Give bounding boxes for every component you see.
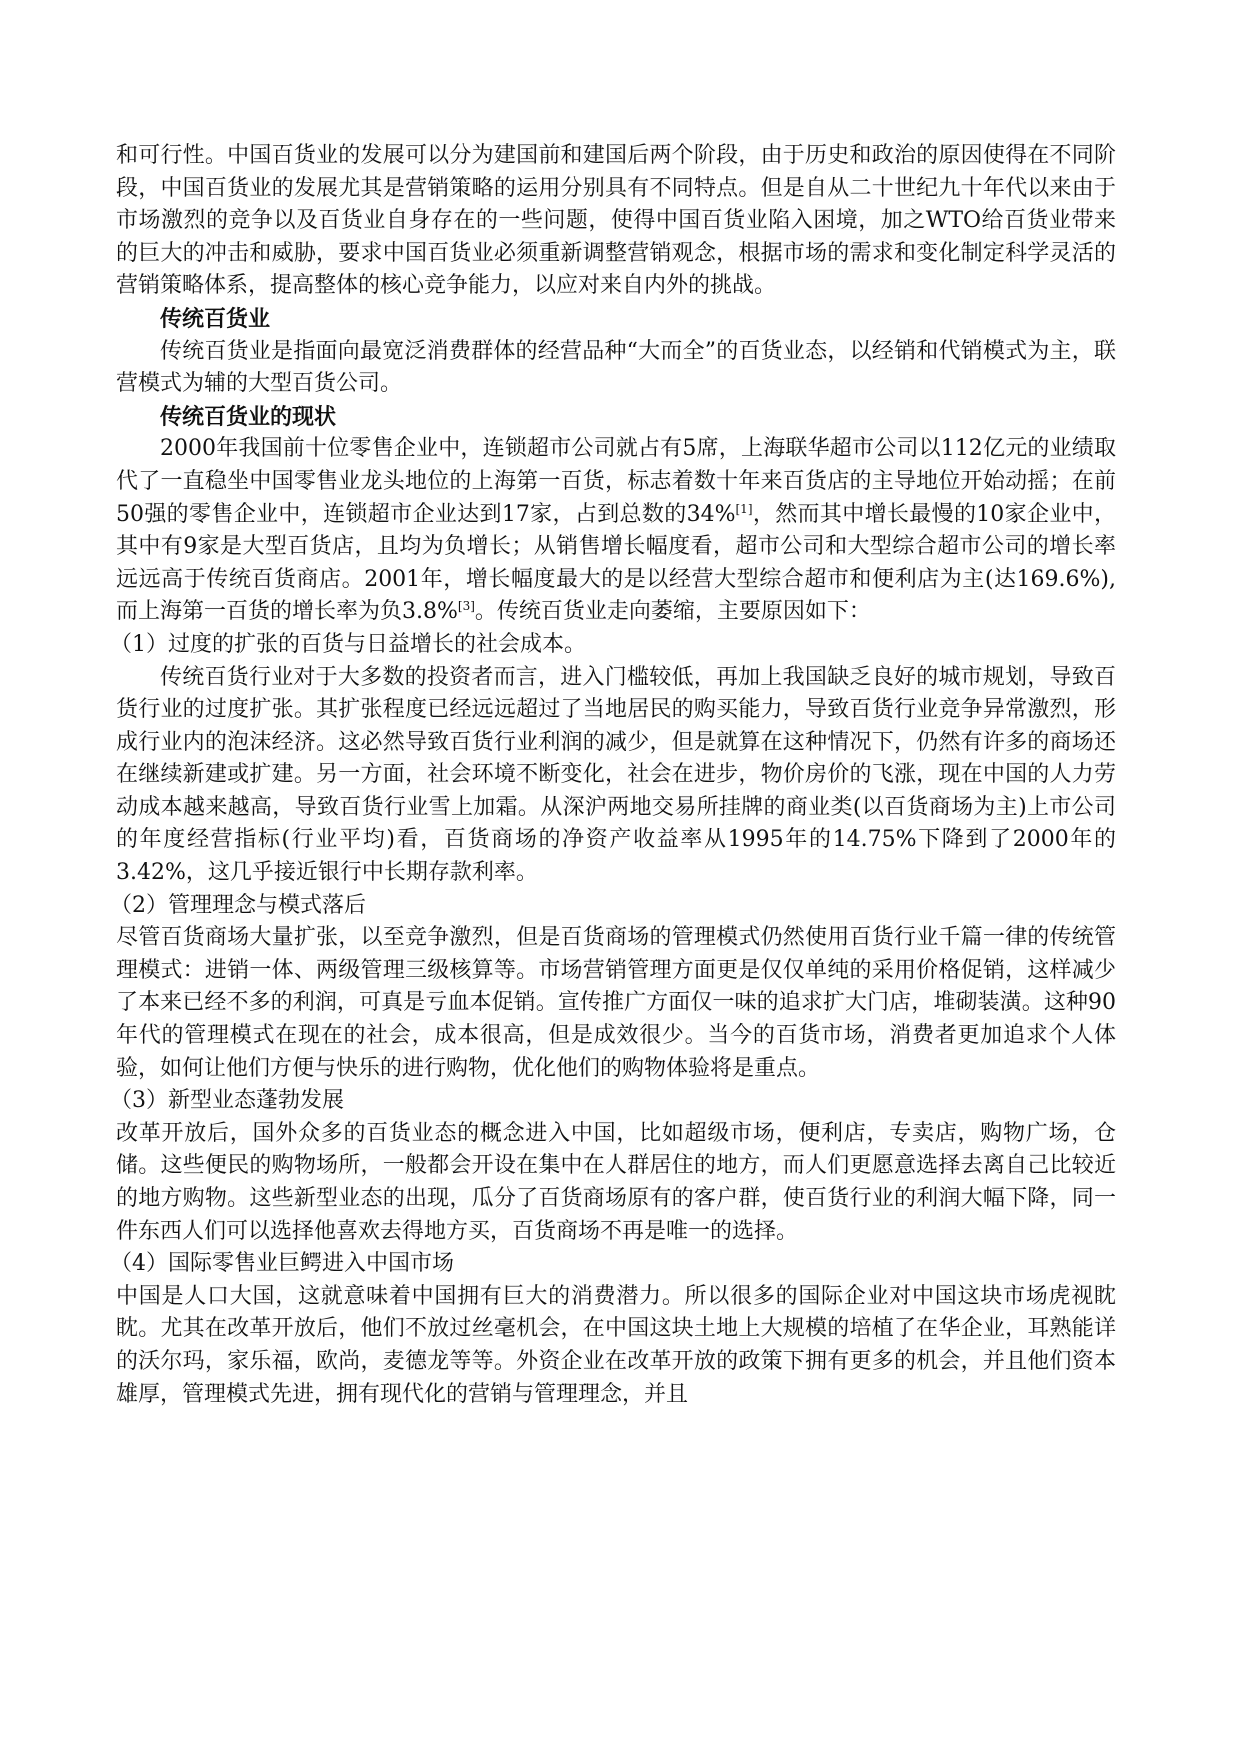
subheading-3: （3）新型业态蓬勃发展 bbox=[110, 1088, 344, 1114]
subheading-1: （1）过度的扩张的百货与日益增长的社会成本。 bbox=[110, 631, 586, 657]
citation-ref-1: [1] bbox=[735, 501, 753, 516]
status-text-c: 。传统百货业走向萎缩，主要原因如下： bbox=[474, 599, 871, 625]
paragraph-management: 尽管百货商场大量扩张，以至竞争激烈，但是百货商场的管理模式仍然使用百货行业千篇一律的传统管理模式：进销一体、两级管理三级核算等。市场营销管理方面更是仅仅单纯的采用价格促销，这样减少了本来已经不多的利润，可真是亏血本促销。宣传推广方面仅一味的追求扩大门店，堆砌装潢。这种90年代的管理模式在现在的社会，成本很高，但是成效很少。当今的百货市场，消费者更加追求个人体验，如何让他们方便与快乐的进行购物，优化他们的购物体验将是重点。 bbox=[116, 925, 1116, 1081]
status-text-b: ，然而其中增长最慢的10家企业中，其中有9家是大型百货店，且均为负增长；从销售增长幅度看，超市公司和大型综合超市公司的增长率远远高于传统百货商店。2001年，增长幅度最大的是以经营大型综合超市和便利店为主(达169.6%),而上海第一百货的增长率为负3.8% bbox=[116, 501, 1117, 625]
paragraph-international: 中国是人口大国，这就意味着中国拥有巨大的消费潜力。所以很多的国际企业对中国这块市场虎视眈眈。尤其在改革开放后，他们不放过丝毫机会，在中国这块土地上大规模的培植了在华企业，耳熟能详的沃尔玛，家乐福，欧尚，麦德龙等等。外资企业在改革开放的政策下拥有更多的机会，并且他们资本雄厚，管理模式先进，拥有现代化的营销与管理理念，并且 bbox=[116, 1283, 1116, 1407]
subheading-2: （2）管理理念与模式落后 bbox=[110, 892, 366, 918]
heading-current-status: 传统百货业的现状 bbox=[160, 403, 337, 430]
paragraph-intro: 和可行性。中国百货业的发展可以分为建国前和建国后两个阶段，由于历史和政治的原因使得在不同阶段，中国百货业的发展尤其是营销策略的运用分别具有不同特点。但是自从二十世纪九十年代以来由于市场激烈的竞争以及百货业自身存在的一些问题，使得中国百货业陷入困境，加之WTO给百货业带来的巨大的冲击和威胁，要求中国百货业必须重新调整营销观念，根据市场的需求和变化制定科学灵活的营销策略体系，提高整体的核心竞争能力，以应对来自内外的挑战。 bbox=[116, 143, 1116, 299]
paragraph-definition: 传统百货业是指面向最宽泛消费群体的经营品种“大而全”的百货业态，以经销和代销模式为主，联营模式为辅的大型百货公司。 bbox=[116, 338, 1116, 397]
paragraph-expansion: 传统百货行业对于大多数的投资者而言，进入门槛较低，再加上我国缺乏良好的城市规划，导致百货行业的过度扩张。其扩张程度已经远远超过了当地居民的购买能力，导致百货行业竞争异常激烈，形成行业内的泡沫经济。这必然导致百货行业利润的减少，但是就算在这种情况下，仍然有许多的商场还在继续新建或扩建。另一方面，社会环境不断变化，社会在进步，物价房价的飞涨，现在中国的人力劳动成本越来越高，导致百货行业雪上加霜。从深沪两地交易所挂牌的商业类(以百货商场为主)上市公司的年度经营指标(行业平均)看，百货商场的净资产收益率从1995年的14.75%下降到了2000年的3.42%，这几乎接近银行中长期存款利率。 bbox=[116, 664, 1116, 886]
heading-traditional-department-store: 传统百货业 bbox=[160, 305, 271, 332]
citation-ref-3: [3] bbox=[457, 599, 475, 614]
document-body bbox=[110, 140, 1117, 1411]
paragraph-status bbox=[116, 433, 1116, 629]
paragraph-new-formats: 改革开放后，国外众多的百货业态的概念进入中国，比如超级市场，便利店，专卖店，购物广场，仓储。这些便民的购物场所，一般都会开设在集中在人群居住的地方，而人们更愿意选择去离自己比较近的地方购物。这些新型业态的出现，瓜分了百货商场原有的客户群，使百货行业的利润大幅下降，同一件东西人们可以选择他喜欢去得地方买，百货商场不再是唯一的选择。 bbox=[116, 1120, 1116, 1244]
status-text-a: 2000年我国前十位零售企业中，连锁超市公司就占有5席，上海联华超市公司以112亿元的业绩取代了一直稳坐中国零售业龙头地位的上海第一百货，标志着数十年来百货店的主导地位开始动摇；在前50强的零售企业中，连锁超市企业达到17家，占到总数的34% bbox=[116, 436, 1116, 527]
subheading-4: （4）国际零售业巨鳄进入中国市场 bbox=[110, 1251, 454, 1277]
